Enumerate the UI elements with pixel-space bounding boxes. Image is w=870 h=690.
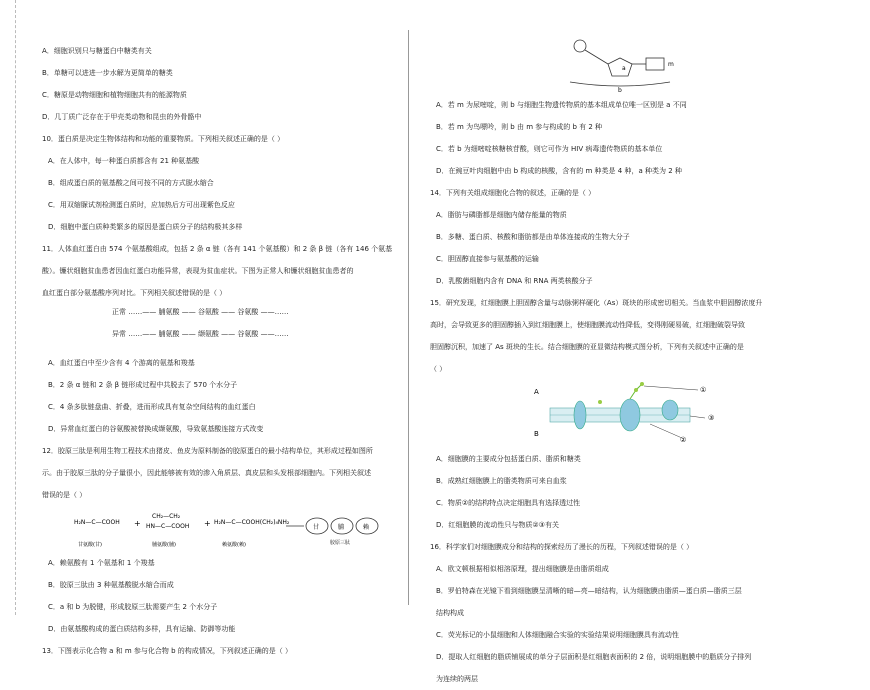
q14-option-d: D．乳酸菌细胞内含有 DNA 和 RNA 两类核酸分子 <box>436 277 593 285</box>
label-proline: 脯氨酸(脯) <box>152 542 176 548</box>
q12-amino-acid-figure <box>42 506 382 552</box>
q15-option-a: A．细胞膜的主要成分包括蛋白质、脂质和糖类 <box>436 455 581 463</box>
svg-text:HN—C—COOH: HN—C—COOH <box>146 523 190 530</box>
q15-membrane-figure <box>530 380 730 448</box>
q11-option-c: C．4 条多肽链盘曲、折叠，进而形成具有复杂空间结构的血红蛋白 <box>48 403 256 411</box>
q14-option-a: A．脂肪与磷脂都是细胞内储存能量的物质 <box>436 211 567 219</box>
svg-text:+: + <box>134 519 141 528</box>
q15-option-b: B．成熟红细胞膜上的脂类物质可来自血浆 <box>436 477 567 485</box>
svg-text:H₂N—C—COOH: H₂N—C—COOH <box>74 519 120 526</box>
q9-option-c: C．糖原是动物细胞和植物细胞共有的能源物质 <box>42 91 187 99</box>
q10-option-d: D．细胞中蛋白质种类繁多的原因是蛋白质分子的结构极其多样 <box>48 223 243 231</box>
q16-stem: 16．科学家们对细胞膜成分和结构的探索经历了漫长的历程，下列叙述错误的是（ ） <box>430 543 694 551</box>
q16-option-b-line1: B．罗伯特森在光镜下看到细胞膜呈清晰的暗—亮—暗结构，认为细胞膜由脂质—蛋白质—脂质三层 <box>436 587 742 595</box>
pentose-shape <box>608 58 632 76</box>
sugar-dot-3 <box>598 400 602 404</box>
protein-1 <box>574 401 586 429</box>
protein-3 <box>662 400 678 420</box>
q12-option-d: D．由氨基酸构成的蛋白质结构多样，具有运输、防御等功能 <box>48 625 236 633</box>
q9-option-a: A．细胞识别只与糖蛋白中糖类有关 <box>42 47 152 55</box>
membrane-label-b: B <box>534 430 539 438</box>
membrane-label-2: ② <box>680 436 687 444</box>
q15-option-d: D．红细胞膜的流动性只与物质②③有关 <box>436 521 559 529</box>
q15-stem-line3: 胆固醇沉积，加速了 As 斑块的生长。结合细胞膜的亚显微结构模式图分析，下列有关叙述中正确的是 <box>430 343 744 351</box>
q12-option-a: A．赖氨酸有 1 个氨基和 1 个羧基 <box>48 559 155 567</box>
tripeptide-lys: 赖 <box>363 524 370 531</box>
q15-stem-line2: 高时，会导致更多的胆固醇插入到红细胞膜上，使细胞膜流动性降低，变得刚硬易破，红细胞破裂导致 <box>430 321 745 329</box>
q9-option-b: B．单糖可以进进一步水解为更简单的糖类 <box>42 69 173 77</box>
abnormal-aa-2: 缬氨酸 <box>197 330 219 338</box>
q11-option-d: D．异常血红蛋白的谷氨酸被替换成缬氨酸，导致氨基酸连接方式改变 <box>48 425 264 433</box>
sugar-dot-1 <box>634 388 638 392</box>
q14-option-b: B．多糖、蛋白质、核酸和脂肪都是由单体连接成的生物大分子 <box>436 233 630 241</box>
q11-stem-line1: 11．人体血红蛋白由 574 个氨基酸组成，包括 2 条 α 链（各有 141 个氨基酸）和 2 条 β 链（各有 146 个氨基 <box>42 245 393 253</box>
q13-option-a: A．若 m 为尿嘧啶，则 b 与细胞生物遗传物质的基本组成单位唯一区别是 a 不同 <box>436 101 687 109</box>
q11-option-a: A．血红蛋白中至少含有 4 个游离的氨基和羧基 <box>48 359 195 367</box>
q12-option-c: C．a 和 b 为脱键，形成胶原三肽需要产生 2 个水分子 <box>48 603 218 611</box>
q9-option-d: D．几丁质广泛存在于甲壳类动物和昆虫的外骨骼中 <box>42 113 202 121</box>
label-lysine: 赖氨酸(赖) <box>222 542 246 548</box>
q16-option-a: A．欧文顿根据相似相溶原理，提出细胞膜是由脂质组成 <box>436 565 609 573</box>
q13-option-c: C．若 b 为细嘧啶核糖核苷酸，则它可作为 HIV 病毒遗传物质的基本单位 <box>436 145 663 153</box>
q12-stem-line2: 示。由于胶原三肽的分子量很小，因此能够被有效的渗入角质层、真皮层和头发根部细胞内。下列相关叙述 <box>42 469 371 477</box>
normal-label: 正常 <box>112 308 126 316</box>
q11-option-b: B．2 条 α 链和 2 条 β 链形成过程中共脱去了 570 个水分子 <box>48 381 238 389</box>
q11-stem-line3: 血红蛋白部分氨基酸序列对比。下列相关叙述错误的是（ ） <box>42 289 227 297</box>
phosphate-circle <box>574 40 586 52</box>
q13-option-b: B．若 m 为鸟嘌呤，则 b 由 m 参与构成的 b 有 2 种 <box>436 123 603 131</box>
base-rect <box>646 58 664 70</box>
label-glycine: 甘氨酸(甘) <box>78 542 102 548</box>
q10-option-a: A．在人体中，每一种蛋白质都含有 21 种氨基酸 <box>48 157 200 165</box>
label-b: b <box>618 87 622 94</box>
abnormal-aa-3: 谷氨酸 <box>237 330 259 338</box>
sugar-dot-2 <box>640 382 644 386</box>
binding-fold-line <box>15 0 17 615</box>
tripeptide-pro: 脯 <box>338 524 345 531</box>
q16-option-d-line2: 为连续的两层 <box>436 675 478 683</box>
q14-stem: 14．下列有关组成细胞化合物的叙述，正确的是（ ） <box>430 189 596 197</box>
q16-option-d-line1: D．提取人红细胞的脂质铺展成的单分子层面积是红细胞表面积的 2 倍，说明细胞膜中的脂质分子排列 <box>436 653 752 661</box>
tripeptide-gly: 甘 <box>313 524 320 531</box>
q14-option-c: C．胆固醇直接参与氨基酸的运输 <box>436 255 539 263</box>
q10-option-c: C．用双缩脲试剂检测蛋白质时，应加热后方可出现紫色反应 <box>48 201 235 209</box>
q13-stem: 13．下图表示化合物 a 和 m 参与化合物 b 的构成情况，下列叙述正确的是（ ） <box>42 647 293 655</box>
q11-stem-line2: 酸）。镰状细胞贫血患者因血红蛋白功能异常，表现为贫血症状。下图为正常人和镰状细胞贫血患者的 <box>42 267 354 275</box>
left-column <box>42 40 402 662</box>
membrane-label-1: ① <box>700 386 707 394</box>
abnormal-label: 异常 <box>112 330 126 338</box>
q15-stem-line1: 15．研究发现，红细胞膜上胆固醇含量与动脉粥样硬化（As）斑块的形成密切相关。当血浆中胆固醇浓度升 <box>430 299 763 307</box>
abnormal-aa-1: 脯氨酸 <box>158 330 180 338</box>
q15-stem-line4: （ ） <box>430 365 447 373</box>
q12-option-b: B．胶原三肽由 3 种氨基酸脱水缩合而成 <box>48 581 174 589</box>
q16-option-c: C．荧光标记的小鼠细胞和人体细胞融合实验的实验结果说明细胞膜具有流动性 <box>436 631 679 639</box>
column-divider <box>408 30 409 605</box>
normal-aa-2: 谷氨酸 <box>197 308 219 316</box>
normal-aa-1: 脯氨酸 <box>158 308 180 316</box>
svg-text:H₂N—C—COOH(CH₂)₄NH₂: H₂N—C—COOH(CH₂)₄NH₂ <box>214 519 290 526</box>
membrane-label-a: A <box>534 388 539 396</box>
q12-stem-line3: 错误的是（ ） <box>42 491 87 499</box>
q13-nucleotide-figure <box>560 36 760 94</box>
q15-option-c: C．物质②的结构特点决定细胞具有选择透过性 <box>436 499 581 507</box>
q10-option-b: B．组成蛋白质的氨基酸之间可按不同的方式脱水缩合 <box>48 179 214 187</box>
svg-text:+: + <box>204 519 211 528</box>
svg-text:CH₂—CH₂: CH₂—CH₂ <box>152 513 181 520</box>
protein-2 <box>620 399 640 431</box>
q11-sequence-figure <box>42 304 402 352</box>
q12-stem-line1: 12．胶原三肽是利用生物工程技术由猪皮、鱼皮为原料制备的胶原蛋白的最小结构单位，其形成过程如图所 <box>42 447 373 455</box>
membrane-label-3: ③ <box>708 414 715 422</box>
q10-stem: 10．蛋白质是决定生物体结构和功能的重要物质。下列相关叙述正确的是（ ） <box>42 135 285 143</box>
right-column <box>430 36 810 690</box>
label-a: a <box>622 65 626 72</box>
normal-aa-3: 谷氨酸 <box>237 308 259 316</box>
label-tripeptide: 胶原三肽 <box>330 540 351 546</box>
q16-option-b-line2: 结构构成 <box>436 609 464 617</box>
label-m: m <box>668 61 674 68</box>
q11-abnormal-row: 异常 ……—— 脯氨酸 —— 缬氨酸 —— 谷氨酸 ——…… <box>112 330 289 338</box>
q13-option-d: D．在豌豆叶肉细胞中由 b 构成的核酸，含有的 m 种类是 4 种，a 种类为 2 种 <box>436 167 682 175</box>
q11-normal-row: 正常 ……—— 脯氨酸 —— 谷氨酸 —— 谷氨酸 ——…… <box>112 308 289 316</box>
